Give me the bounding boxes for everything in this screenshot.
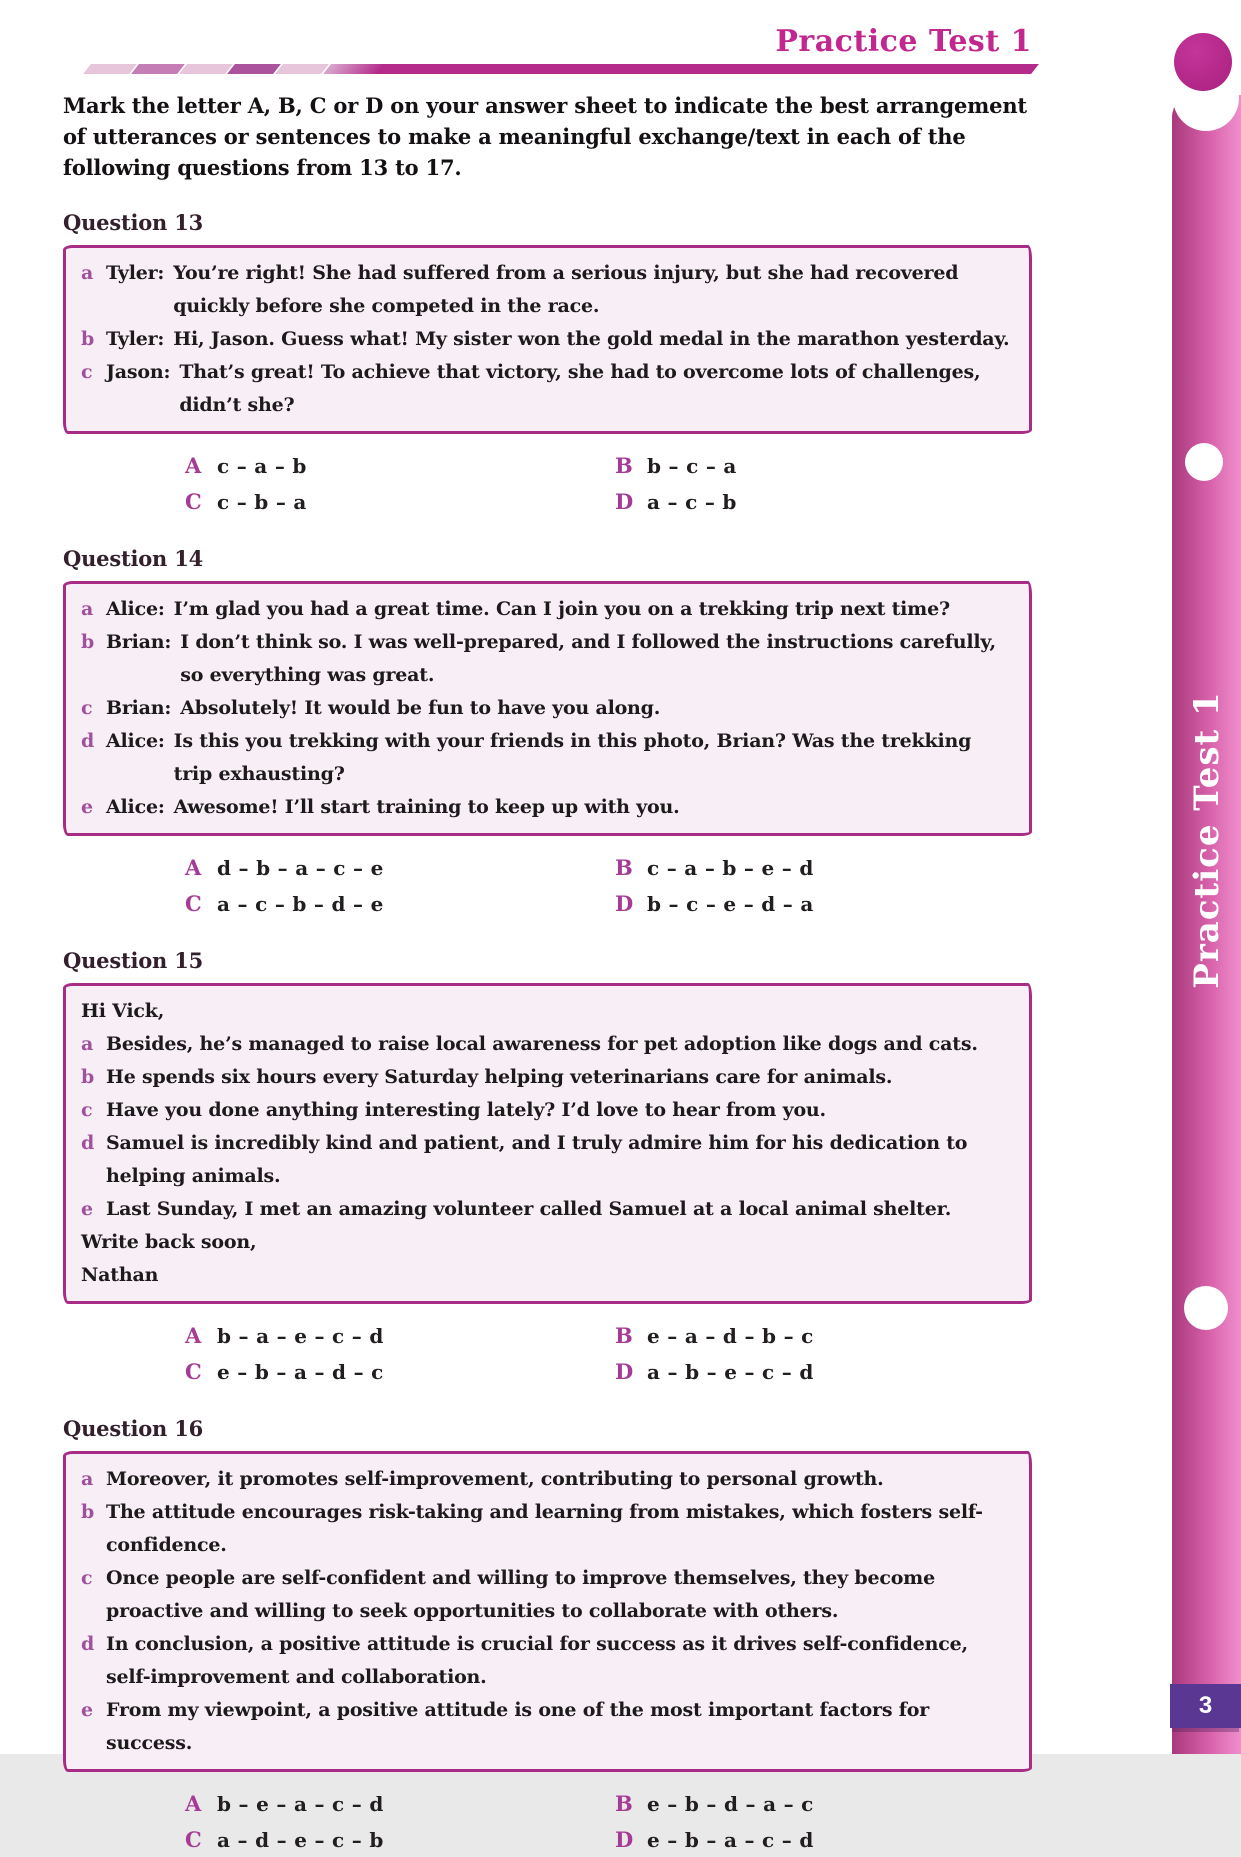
option-value: e – b – a – d – c [217, 1359, 384, 1384]
rule-stripe [131, 64, 185, 74]
sentence-text: Have you done anything interesting lately? I’d love to hear from you. [106, 1099, 826, 1121]
speaker-name: Brian: [106, 631, 172, 653]
item-letter: c [81, 697, 93, 719]
item-letter: e [81, 796, 93, 818]
sentence-text: Last Sunday, I met an amazing volunteer called Samuel at a local animal shelter. [106, 1198, 952, 1220]
rule-stripe [275, 64, 329, 74]
item-letter: b [81, 1501, 95, 1523]
speaker-name: Brian: [106, 697, 172, 719]
sentence-text: Besides, he’s managed to raise local awareness for pet adoption like dogs and cats. [106, 1033, 978, 1055]
question-box [63, 1451, 1032, 1772]
question-14 [63, 546, 1032, 921]
option-value: a – c – b – d – e [217, 891, 384, 916]
dialogue-line [81, 626, 1015, 692]
speaker-name: Alice: [106, 730, 165, 752]
item-letter: b [81, 1066, 95, 1088]
sentence-line [81, 1496, 1015, 1562]
option-value: b – e – a – c – d [217, 1791, 384, 1816]
speaker-name: Alice: [106, 796, 165, 818]
item-letter: a [81, 1468, 94, 1490]
utterance-text: That’s great! To achieve that victory, she had to overcome lots of challenges, didn’t she? [179, 361, 981, 416]
answer-options [63, 1785, 1032, 1857]
sentence-line [81, 1694, 1015, 1760]
speaker-name: Tyler: [106, 328, 165, 350]
option-letter: D [615, 1358, 634, 1384]
instruction-text: Mark the letter A, B, C or D on your answer sheet to indicate the best arrangement of utterances or sentences to make a meaningful exchange/text in each of the following questions from 13 to 17. [63, 93, 1027, 180]
sentence-line [81, 1028, 1015, 1061]
question-box [63, 581, 1032, 836]
item-letter: e [81, 1198, 93, 1220]
dialogue-line [81, 725, 1015, 791]
question-label: Question 15 [63, 948, 204, 973]
option-C [185, 489, 615, 514]
option-letter: D [615, 488, 634, 514]
option-value: a – b – e – c – d [647, 1359, 814, 1384]
page-number: 3 [1198, 1692, 1213, 1719]
question-label: Question 14 [63, 546, 204, 571]
rule-stripe [83, 64, 137, 74]
option-A [185, 453, 615, 478]
item-letter: a [81, 598, 94, 620]
option-letter: C [185, 488, 202, 514]
sentence-text: The attitude encourages risk-taking and learning from mistakes, which fosters self-confidence. [106, 1501, 983, 1556]
question-16 [63, 1416, 1032, 1857]
option-value: a – c – b [647, 489, 737, 514]
sentence-line [81, 1463, 1015, 1496]
option-value: b – a – e – c – d [217, 1323, 384, 1348]
option-C [185, 1827, 615, 1852]
item-letter: c [81, 1567, 93, 1589]
page-title: Practice Test 1 [775, 24, 1032, 59]
dialogue-line [81, 593, 1015, 626]
item-letter: b [81, 328, 95, 350]
option-D [615, 1359, 814, 1384]
sentence-text: He spends six hours every Saturday helping veterinarians care for animals. [106, 1066, 893, 1088]
speaker-name: Alice: [106, 598, 165, 620]
option-letter: A [185, 452, 202, 478]
speaker-name: Jason: [106, 361, 171, 383]
utterance-text: Awesome! I’ll start training to keep up with you. [173, 796, 680, 818]
question-label: Question 13 [63, 210, 204, 235]
dialogue-line [81, 356, 1015, 422]
rule-bar [375, 64, 1039, 74]
sentence-line [81, 1628, 1015, 1694]
option-letter: B [615, 452, 633, 478]
option-letter: C [185, 1358, 202, 1384]
option-value: c – b – a [217, 489, 307, 514]
sidebar-white-dot-upper [1185, 443, 1223, 481]
option-B [615, 453, 737, 478]
option-letter: A [185, 1790, 202, 1816]
question-label: Question 16 [63, 1416, 204, 1441]
option-A [185, 855, 615, 880]
item-letter: d [81, 1132, 95, 1154]
sentence-text: In conclusion, a positive attitude is crucial for success as it drives self-confidence, self-improvement and collaboration. [106, 1633, 968, 1688]
utterance-text: Hi, Jason. Guess what! My sister won the gold medal in the marathon yesterday. [173, 328, 1010, 350]
sentence-text: Samuel is incredibly kind and patient, and I truly admire him for his dedication to helping animals. [106, 1132, 968, 1187]
sidebar-vertical-title: Practice Test 1 [1187, 691, 1227, 989]
option-letter: A [185, 854, 202, 880]
letter-signature: Nathan [81, 1264, 159, 1286]
header-rule [85, 64, 1035, 74]
option-letter: C [185, 1826, 202, 1852]
option-letter: B [615, 854, 633, 880]
option-A [185, 1791, 615, 1816]
sidebar-white-dot-lower [1184, 1286, 1228, 1330]
item-letter: d [81, 730, 95, 752]
utterance-text: You’re right! She had suffered from a serious injury, but she had recovered quickly before she competed in the race. [173, 262, 959, 317]
question-13 [63, 210, 1032, 519]
dialogue-line [81, 692, 1015, 725]
rule-stripe [179, 64, 233, 74]
sentence-text: From my viewpoint, a positive attitude is one of the most important factors for success. [106, 1699, 930, 1754]
item-letter: a [81, 1033, 94, 1055]
utterance-text: I’m glad you had a great time. Can I join you on a trekking trip next time? [173, 598, 950, 620]
option-C [185, 1359, 615, 1384]
item-letter: c [81, 1099, 93, 1121]
sidebar-accent-circle [1174, 33, 1232, 91]
option-value: e – b – d – a – c [647, 1791, 814, 1816]
answer-options [63, 1317, 1032, 1389]
option-letter: A [185, 1322, 202, 1348]
utterance-text: Is this you trekking with your friends in this photo, Brian? Was the trekking trip exhausting? [173, 730, 972, 785]
option-letter: D [615, 890, 634, 916]
dialogue-line [81, 791, 1015, 824]
answer-options [63, 849, 1032, 921]
utterance-text: Absolutely! It would be fun to have you along. [180, 697, 661, 719]
question-15 [63, 948, 1032, 1389]
option-value: b – c – e – d – a [647, 891, 814, 916]
item-letter: a [81, 262, 94, 284]
sentence-line [81, 1094, 1015, 1127]
sentence-text: Moreover, it promotes self-improvement, contributing to personal growth. [106, 1468, 884, 1490]
item-letter: c [81, 361, 93, 383]
sentence-line [81, 1061, 1015, 1094]
answer-options [63, 447, 1032, 519]
question-box [63, 245, 1032, 434]
item-letter: e [81, 1699, 93, 1721]
dialogue-line [81, 257, 1015, 323]
option-D [615, 1827, 814, 1852]
option-A [185, 1323, 615, 1348]
page-number-box [1170, 1684, 1241, 1728]
item-letter: b [81, 631, 95, 653]
dialogue-line [81, 323, 1015, 356]
letter-closing: Write back soon, [81, 1231, 257, 1253]
option-B [615, 855, 814, 880]
option-letter: C [185, 890, 202, 916]
option-value: d – b – a – c – e [217, 855, 384, 880]
option-letter: B [615, 1322, 633, 1348]
option-value: b – c – a [647, 453, 737, 478]
speaker-name: Tyler: [106, 262, 165, 284]
option-value: a – d – e – c – b [217, 1827, 384, 1852]
utterance-text: I don’t think so. I was well-prepared, and I followed the instructions carefully, so everything was great. [180, 631, 996, 686]
option-value: c – a – b – e – d [647, 855, 814, 880]
letter-opening: Hi Vick, [81, 1000, 165, 1022]
item-letter: d [81, 1633, 95, 1655]
option-D [615, 891, 814, 916]
option-C [185, 891, 615, 916]
sentence-text: Once people are self-confident and willing to improve themselves, they become proactive and willing to seek opportunities to collaborate with others. [106, 1567, 935, 1622]
rule-stripe [227, 64, 281, 74]
option-value: c – a – b [217, 453, 307, 478]
option-letter: B [615, 1790, 633, 1816]
option-B [615, 1791, 814, 1816]
question-box [63, 983, 1032, 1304]
option-value: e – a – d – b – c [647, 1323, 814, 1348]
content-column [63, 0, 1032, 1857]
option-letter: D [615, 1826, 634, 1852]
sentence-line [81, 1193, 1015, 1226]
option-value: e – b – a – c – d [647, 1827, 814, 1852]
option-D [615, 489, 737, 514]
sentence-line [81, 1127, 1015, 1193]
sentence-line [81, 1562, 1015, 1628]
option-B [615, 1323, 814, 1348]
